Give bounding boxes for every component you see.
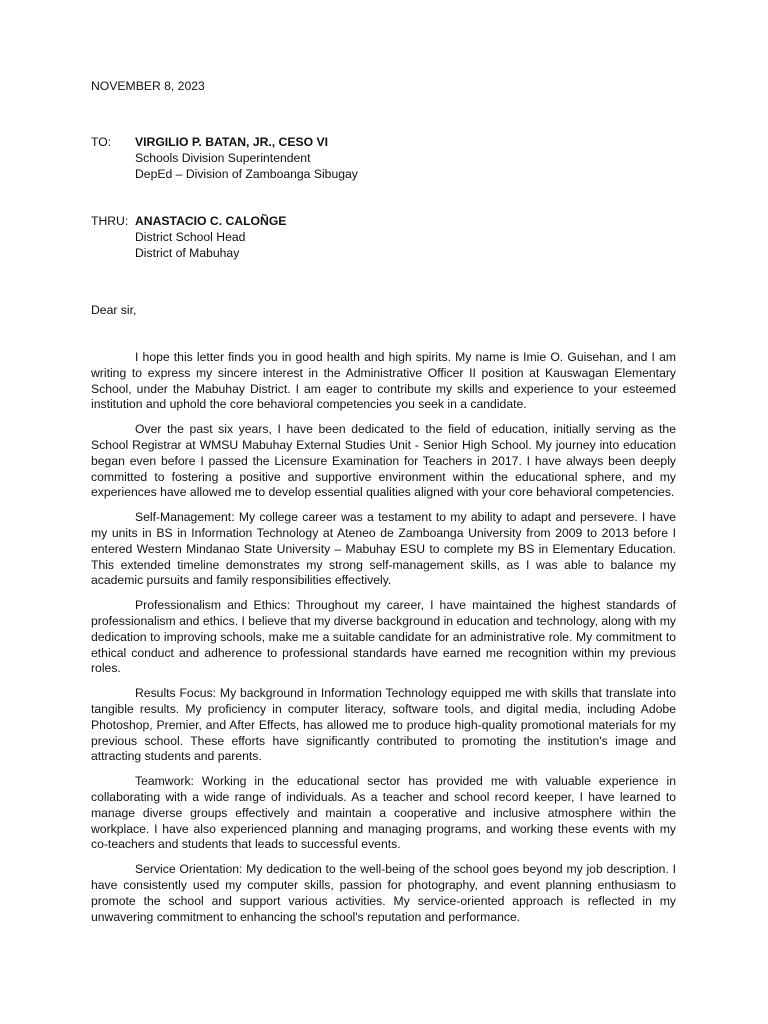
letter-body [91, 350, 676, 934]
paragraph-intro: I hope this letter finds you in good health and high spirits. My name is Imie O. Guisehan, and I am writing to express my sincere interest in the Administrative Officer II position at Kauswagan Elementary School, under the Mabuhay District. I am eager to contribute my skills and experience to your esteemed institution and uphold the core behavioral competencies you seek in a candidate. [91, 350, 676, 412]
thru-block [91, 214, 286, 261]
paragraph-teamwork: Teamwork: Working in the educational sector has provided me with valuable experience in collaborating with a wide range of individuals. As a teacher and school record keeper, I have learned to manage diverse groups effectively and maintain a cooperative and inclusive atmosphere within the workplace. I have also experienced planning and managing programs, and working these events with my co-teachers and students that leads to successful events. [91, 774, 676, 852]
paragraph-service-orientation: Service Orientation: My dedication to the well-being of the school goes beyond my job description. I have consistently used my computer skills, passion for photography, and event planning enthusiasm to promote the school and support various activities. My service-oriented approach is reflected in my unwavering commitment to enhancing the school's reputation and performance. [91, 862, 676, 924]
paragraph-professionalism: Professionalism and Ethics: Throughout my career, I have maintained the highest standards of professionalism and ethics. I believe that my diverse background in education and technology, along with my dedication to improving schools, make me a suitable candidate for an administrative role. My commitment to ethical conduct and adherence to professional standards have earned me recognition within my previous roles. [91, 598, 676, 676]
paragraph-results-focus: Results Focus: My background in Information Technology equipped me with skills that translate into tangible results. My proficiency in computer literacy, software tools, and digital media, including Adobe Photoshop, Premier, and After Effects, has allowed me to produce high-quality promotional materials for my previous school. These efforts have significantly contributed to promoting the institution's image and attracting students and parents. [91, 686, 676, 764]
paragraph-self-management: Self-Management: My college career was a testament to my ability to adapt and persevere. I have my units in BS in Information Technology at Ateneo de Zamboanga University from 2009 to 2013 before I entered Western Mindanao State University – Mabuhay ESU to complete my BS in Elementary Education. This extended timeline demonstrates my strong self-management skills, as I was able to balance my academic pursuits and family responsibilities effectively. [91, 510, 676, 588]
thru-name: ANASTACIO C. CALOÑGE [135, 214, 287, 228]
letter-date: NOVEMBER 8, 2023 [91, 79, 205, 93]
salutation: Dear sir, [91, 303, 137, 317]
recipient-block [91, 135, 358, 182]
to-label: TO: [91, 135, 112, 149]
recipient-title: Schools Division Superintendent [135, 150, 311, 165]
recipient-office: DepEd – Division of Zamboanga Sibugay [135, 166, 358, 181]
recipient-name: VIRGILIO P. BATAN, JR., CESO VI [135, 135, 328, 149]
thru-title: District School Head [135, 229, 246, 244]
thru-label: THRU: [91, 214, 129, 228]
paragraph-experience: Over the past six years, I have been dedicated to the field of education, initially serving as the School Registrar at WMSU Mabuhay External Studies Unit - Senior High School. My journey into education began even before I passed the Licensure Examination for Teachers in 2017. I have always been deeply committed to fostering a positive and supportive environment within the educational sphere, and my experiences have allowed me to develop essential qualities aligned with your core behavioral competencies. [91, 422, 676, 500]
thru-office: District of Mabuhay [135, 245, 240, 260]
